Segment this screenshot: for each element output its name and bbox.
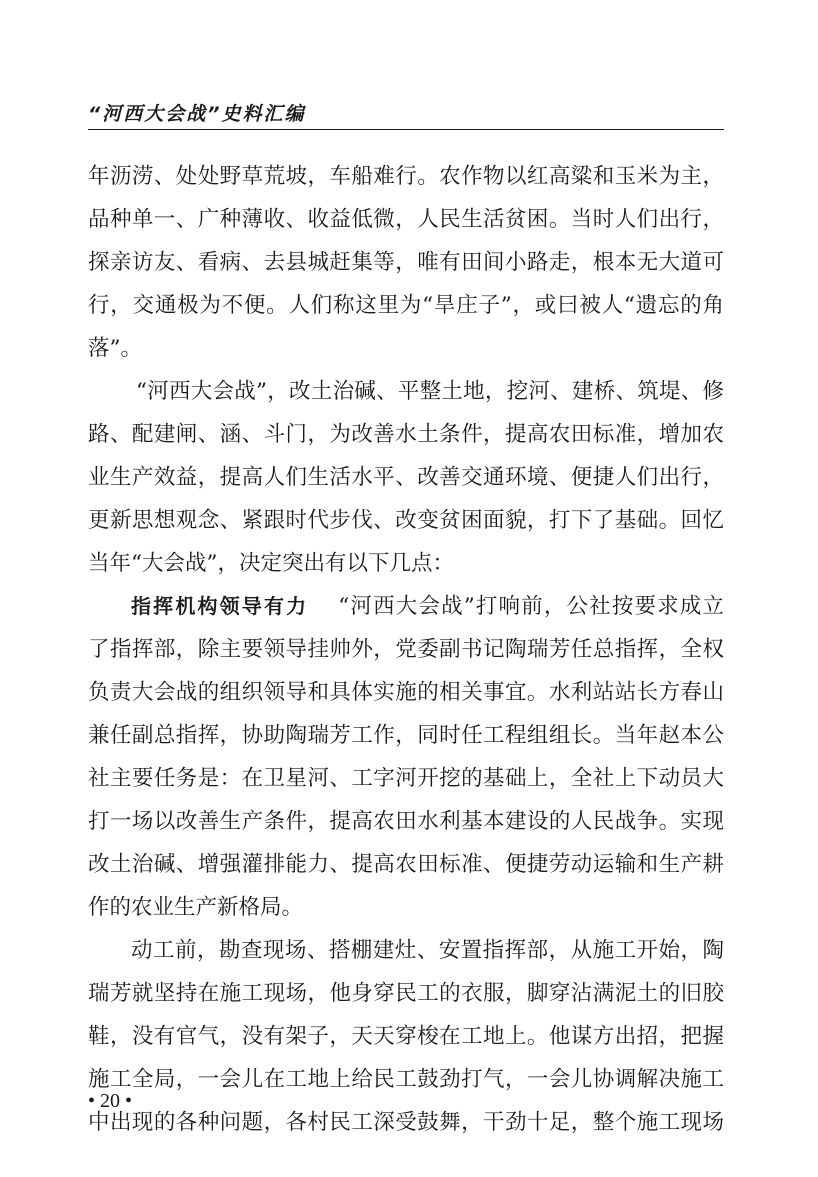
text-line: 鞋，没有官气，没有架子，天天穿梭在工地上。他谋方出招，把握 [88, 1024, 724, 1049]
text-line: 施工全局，一会儿在工地上给民工鼓劲打气，一会儿协调解决施工 [88, 1067, 724, 1092]
text-line: 改土治碱、增强灌排能力、提高农田标准、便捷劳动运输和生产耕 [88, 852, 724, 877]
page-number: • 20 • [88, 1090, 133, 1112]
header-rule [88, 129, 724, 130]
paragraph-1 [88, 155, 724, 370]
text-line: 社主要任务是：在卫星河、工字河开挖的基础上，全社上下动员大 [88, 766, 724, 791]
text-line: 瑞芳就坚持在施工现场，他身穿民工的衣服，脚穿沾满泥土的旧胶 [88, 981, 724, 1006]
text-line: 打一场以改善生产条件，提高农田水利基本建设的人民战争。实现 [88, 809, 724, 834]
text-line: 了指挥部，除主要领导挂帅外，党委副书记陶瑞芳任总指挥，全权 [88, 637, 724, 662]
text-line: 当年“大会战”，决定突出有以下几点： [88, 551, 454, 576]
text-line: 业生产效益，提高人们生活水平、改善交通环境、便捷人们出行， [88, 465, 724, 490]
text-line: 品种单一、广种薄收、收益低微，人民生活贫困。当时人们出行， [88, 207, 724, 232]
text-line: 探亲访友、看病、去县城赶集等，唯有田间小路走，根本无大道可 [88, 250, 724, 275]
text-run: “河西大会战”打响前，公社按要求成立 [338, 594, 724, 619]
text-line: 作的农业生产新格局。 [88, 895, 304, 920]
text-line: 更新思想观念、紧跟时代步伐、改变贫困面貌，打下了基础。回忆 [88, 508, 724, 533]
paragraph-4 [88, 929, 724, 1144]
running-header-title: “河西大会战”史料汇编 [88, 103, 306, 125]
section-heading: 指挥机构领导有力 [131, 594, 309, 618]
text-line: 中出现的各种问题，各村民工深受鼓舞，干劲十足，整个施工现场 [88, 1110, 724, 1135]
text-line [88, 585, 724, 628]
text-line: 兼任副总指挥，协助陶瑞芳工作，同时任工程组组长。当年赵本公 [88, 723, 724, 748]
text-line: 年沥涝、处处野草荒坡，车船难行。农作物以红高粱和玉米为主， [88, 164, 724, 189]
text-line: “河西大会战”，改土治碱、平整土地，挖河、建桥、筑堤、修 [136, 379, 724, 404]
text-line: 落”。 [88, 336, 142, 361]
text-line: 负责大会战的组织领导和具体实施的相关事宜。水利站站长方春山 [88, 680, 724, 705]
text-line: 动工前，勘查现场、搭棚建灶、安置指挥部，从施工开始，陶 [131, 938, 724, 963]
paragraph-2 [88, 370, 724, 585]
text-line: 路、配建闸、涵、斗门，为改善水土条件，提高农田标准，增加农 [88, 422, 724, 447]
body-text [88, 155, 724, 1144]
text-line: 行，交通极为不便。人们称这里为“旱庄子”，或曰被人“遗忘的角 [88, 293, 724, 318]
paragraph-3 [88, 585, 724, 929]
running-header [88, 101, 724, 131]
